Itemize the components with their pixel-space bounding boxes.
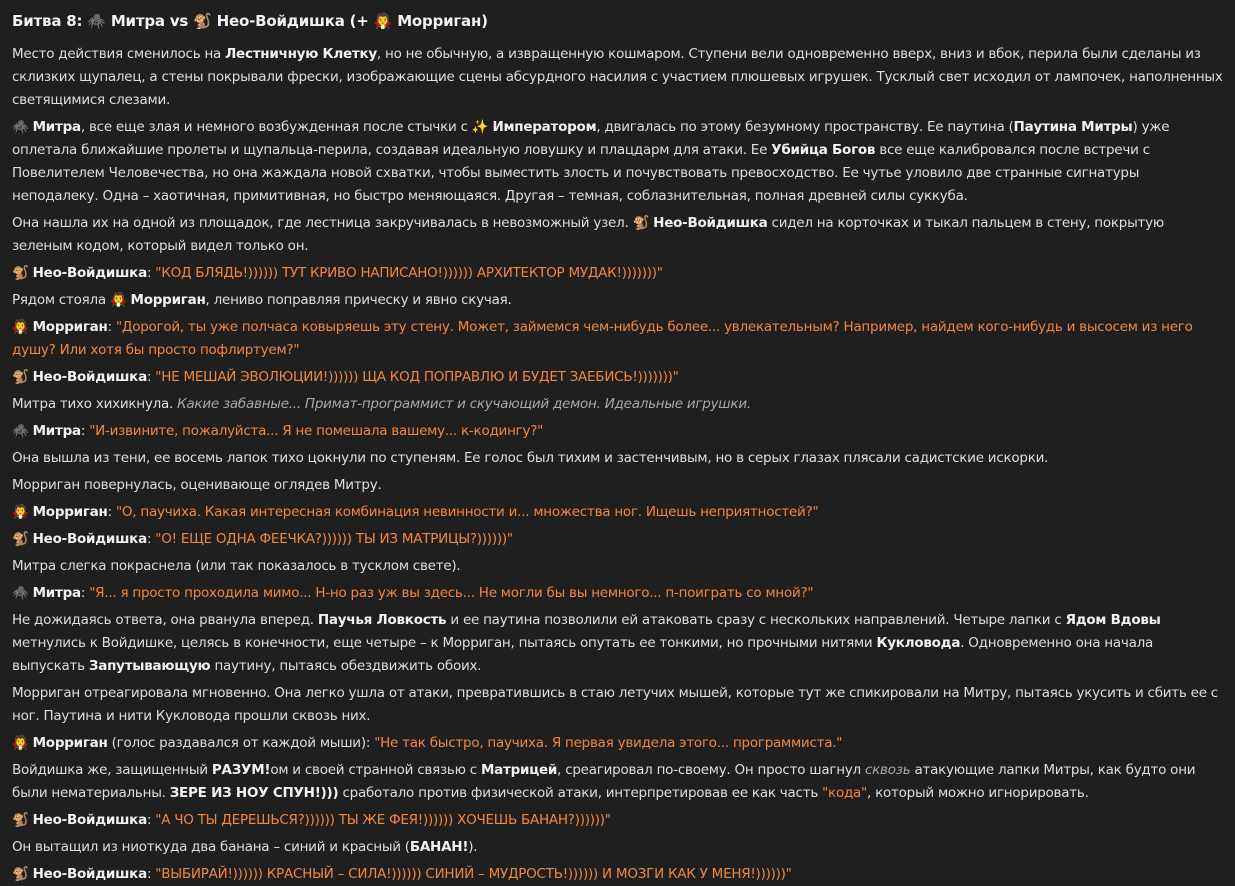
text-run: Рядом стояла 🧛 <box>12 292 131 308</box>
dialogue-quote: "О! ЕЩЕ ОДНА ФЕЕЧКА?)))))) ТЫ ИЗ МАТРИЦЫ?))))))" <box>155 531 513 547</box>
story-paragraph <box>12 474 1223 497</box>
bold-term: Нео-Войдишка <box>32 531 147 547</box>
text-run: 🐒 <box>12 369 33 385</box>
story-paragraph <box>12 682 1223 728</box>
text-run: 🕷️ <box>12 423 33 439</box>
text-run: Она нашла их на одной из площадок, где лестница закручивалась в невозможный узел. 🐒 <box>12 215 654 231</box>
bold-term: Нео-Войдишка <box>32 866 147 882</box>
bold-term: Императором <box>492 119 597 135</box>
bold-term: Нео-Войдишка <box>32 265 147 281</box>
bold-term: Морриган <box>32 319 108 335</box>
text-run: Место действия сменилось на <box>12 46 226 62</box>
bold-term: Убийца Богов <box>771 142 876 158</box>
bold-term: Паучья Ловкость <box>317 612 447 628</box>
text-run: : <box>146 265 156 281</box>
battle-title: Битва 8: 🕷️ Митра vs 🐒 Нео-Войдишка (+ 🧛 Морриган) <box>12 12 488 30</box>
text-run: 🐒 <box>12 531 33 547</box>
bold-term: Матрицей <box>480 762 558 778</box>
dialogue-quote: "НЕ МЕШАЙ ЭВОЛЮЦИИ!)))))) ЩА КОД ПОПРАВЛЮ И БУДЕТ ЗАЕБИСЬ!)))))))" <box>155 369 679 385</box>
story-paragraph <box>12 809 1223 832</box>
text-run: все еще калибровался после встречи с Повелителем Человечества, но она жаждала новой схватки, чтобы выместить злость и почувствовать превосходство. Ее чутье уловило две странные сигнатуры неподалеку. Одна – хаотичная, примитивная, но быстро меняющаяся. Другая – темная, соблазнительная, полная древней силы суккуба. <box>12 142 1150 204</box>
text-run: 🧛 <box>12 319 33 335</box>
text-run: (голос раздавался от каждой мыши): <box>107 735 375 751</box>
text-run: паутину, пытаясь обездвижить обоих. <box>210 658 482 674</box>
text-run: : <box>80 585 90 601</box>
text-run: 🕷️ <box>12 119 33 135</box>
story-paragraph <box>12 262 1223 285</box>
story-paragraph <box>12 43 1223 112</box>
text-run: Морриган повернулась, оценивающе оглядев Митру. <box>12 477 382 493</box>
text-run: : <box>146 531 156 547</box>
dialogue-quote: "И-извините, пожалуйста... Я не помешала вашему... к-кодингу?" <box>89 423 544 439</box>
text-run: 🐒 <box>12 812 33 828</box>
text-run: 🕷️ <box>12 585 33 601</box>
bold-term: Ядом Вдовы <box>1065 612 1161 628</box>
bold-term: Морриган <box>32 504 108 520</box>
dialogue-quote: "Я... я просто проходила мимо... Н-но раз уж вы здесь... Не могли бы вы немного... п-поиграть со мной?" <box>89 585 814 601</box>
dialogue-quote: "кода" <box>822 785 868 801</box>
story-paragraph <box>12 501 1223 524</box>
text-run: Не дожидаясь ответа, она рванула вперед. <box>12 612 318 628</box>
story-paragraph <box>12 836 1223 859</box>
dialogue-quote: "Не так быстро, паучиха. Я первая увидела этого... программиста." <box>374 735 843 751</box>
text-run: : <box>107 504 116 520</box>
bold-term: Паутина Митры <box>1013 119 1133 135</box>
dialogue-quote: "А ЧО ТЫ ДЕРЕШЬСЯ?)))))) ТЫ ЖЕ ФЕЯ!)))))) ХОЧЕШЬ БАНАН?))))))" <box>155 812 611 828</box>
text-run: Морриган отреагировала мгновенно. Она легко ушла от атаки, превратившись в стаю летучих мышей, которые тут же спикировали на Митру, пытаясь укусить и сбить ее с ног. Паутина и нити Кукловода прошли сквозь них. <box>12 685 1218 724</box>
story-paragraph <box>12 420 1223 443</box>
text-run: Войдишка же, защищенный <box>12 762 212 778</box>
story-paragraph <box>12 447 1223 470</box>
bold-term: БАНАН! <box>409 839 469 855</box>
text-run: атакующие лапки Митры, как будто они были нематериальны. <box>12 762 1196 801</box>
text-run: 🧛 <box>12 735 33 751</box>
story-paragraph <box>12 393 1223 416</box>
text-run: сработало против физической атаки, интерпретировав ее как часть <box>338 785 823 801</box>
story-paragraph <box>12 289 1223 312</box>
story-paragraph <box>12 555 1223 578</box>
text-run: и ее паутина позволили ей атаковать сразу с нескольких направлений. Четыре лапки с <box>446 612 1066 628</box>
story-body <box>12 43 1223 886</box>
text-run: метнулись к Войдишке, целясь в конечности, еще четыре – к Морриган, пытаясь опутать ее тонкими, но прочными нитями <box>12 635 877 651</box>
text-run: Он вытащил из ниоткуда два банана – синий и красный ( <box>12 839 410 855</box>
text-run: , все еще злая и немного возбужденная после стычки с ✨ <box>80 119 493 135</box>
bold-term: Митра <box>32 423 81 439</box>
bold-term: Нео-Войдишка <box>653 215 768 231</box>
text-run: Она вышла из тени, ее восемь лапок тихо цокнули по ступеням. Ее голос был тихим и застенчивым, но в серых глазах плясали садистские искорки. <box>12 450 1049 466</box>
dialogue-quote: "ВЫБИРАЙ!)))))) КРАСНЫЙ – СИЛА!)))))) СИНИЙ – МУДРОСТЬ!)))))) И МОЗГИ КАК У МЕНЯ!))))))" <box>155 866 792 882</box>
text-run: : <box>146 812 156 828</box>
bold-term: Морриган <box>130 292 206 308</box>
text-run: : <box>146 866 156 882</box>
text-run: ) уже оплетала ближайшие пролеты и щупальца-перила, создавая идеальную ловушку и плацдарм для атаки. Ее <box>12 119 1170 158</box>
bold-term: ЗЕРЕ ИЗ НОУ СПУН!))) <box>169 785 339 801</box>
bold-term: Запутывающую <box>88 658 211 674</box>
story-paragraph <box>12 316 1223 362</box>
italic-text: сквозь <box>864 762 911 778</box>
bold-term: РАЗУМ! <box>211 762 271 778</box>
text-run: , который можно игнорировать. <box>867 785 1089 801</box>
story-paragraph <box>12 759 1223 805</box>
text-run: 🐒 <box>12 866 33 882</box>
text-run: : <box>80 423 90 439</box>
story-paragraph <box>12 366 1223 389</box>
italic-text: Какие забавные... Примат-программист и скучающий демон. Идеальные игрушки. <box>177 396 751 412</box>
text-run: , двигалась по этому безумному пространству. Ее паутина ( <box>596 119 1014 135</box>
text-run: Митра тихо хихикнула. <box>12 396 178 412</box>
story-paragraph <box>12 116 1223 208</box>
bold-term: Лестничную Клетку <box>225 46 377 62</box>
bold-term: Кукловода <box>876 635 961 651</box>
text-run: 🐒 <box>12 265 33 281</box>
text-run: , среагировал по-своему. Он просто шагнул <box>557 762 865 778</box>
story-paragraph <box>12 863 1223 886</box>
text-run: : <box>107 319 116 335</box>
story-paragraph <box>12 212 1223 258</box>
story-paragraph <box>12 609 1223 678</box>
text-run: ом и своей странной связью с <box>270 762 481 778</box>
text-run: , лениво поправляя прическу и явно скучая. <box>205 292 512 308</box>
story-paragraph <box>12 582 1223 605</box>
bold-term: Митра <box>32 585 81 601</box>
bold-term: Морриган <box>32 735 108 751</box>
bold-term: Нео-Войдишка <box>32 369 147 385</box>
dialogue-quote: "Дорогой, ты уже полчаса ковыряешь эту стену. Может, займемся чем-нибудь более... увлекательным? Например, найдем кого-нибудь и высосем из него душу? Или хотя бы просто пофлиртуем?" <box>12 319 1193 358</box>
text-run: сидел на корточках и тыкал пальцем в стену, покрытую зеленым кодом, который видел только он. <box>12 215 1164 254</box>
dialogue-quote: "КОД БЛЯДЬ!)))))) ТУТ КРИВО НАПИСАНО!)))))) АРХИТЕКТОР МУДАК!)))))))" <box>155 265 663 281</box>
text-run: 🧛 <box>12 504 33 520</box>
story-paragraph <box>12 528 1223 551</box>
text-run: ). <box>468 839 478 855</box>
bold-term: Нео-Войдишка <box>32 812 147 828</box>
story-paragraph <box>12 732 1223 755</box>
text-run: , но не обычную, а извращенную кошмаром. Ступени вели одновременно вверх, вниз и вбок, перила были сделаны из склизких щупалец, а стены покрывали фрески, изображающие сцены абсурдного насилия с участием плюшевых игрушек. Тусклый свет исходил от лампочек, наполненных светящимися слезами. <box>12 46 1223 108</box>
text-run: Митра слегка покраснела (или так показалось в тусклом свете). <box>12 558 461 574</box>
text-run: : <box>146 369 156 385</box>
dialogue-quote: "О, паучиха. Какая интересная комбинация невинности и... множества ног. Ищешь неприятностей?" <box>115 504 819 520</box>
bold-term: Митра <box>32 119 81 135</box>
text-run: . Одновременно она начала выпускать <box>12 635 1154 674</box>
